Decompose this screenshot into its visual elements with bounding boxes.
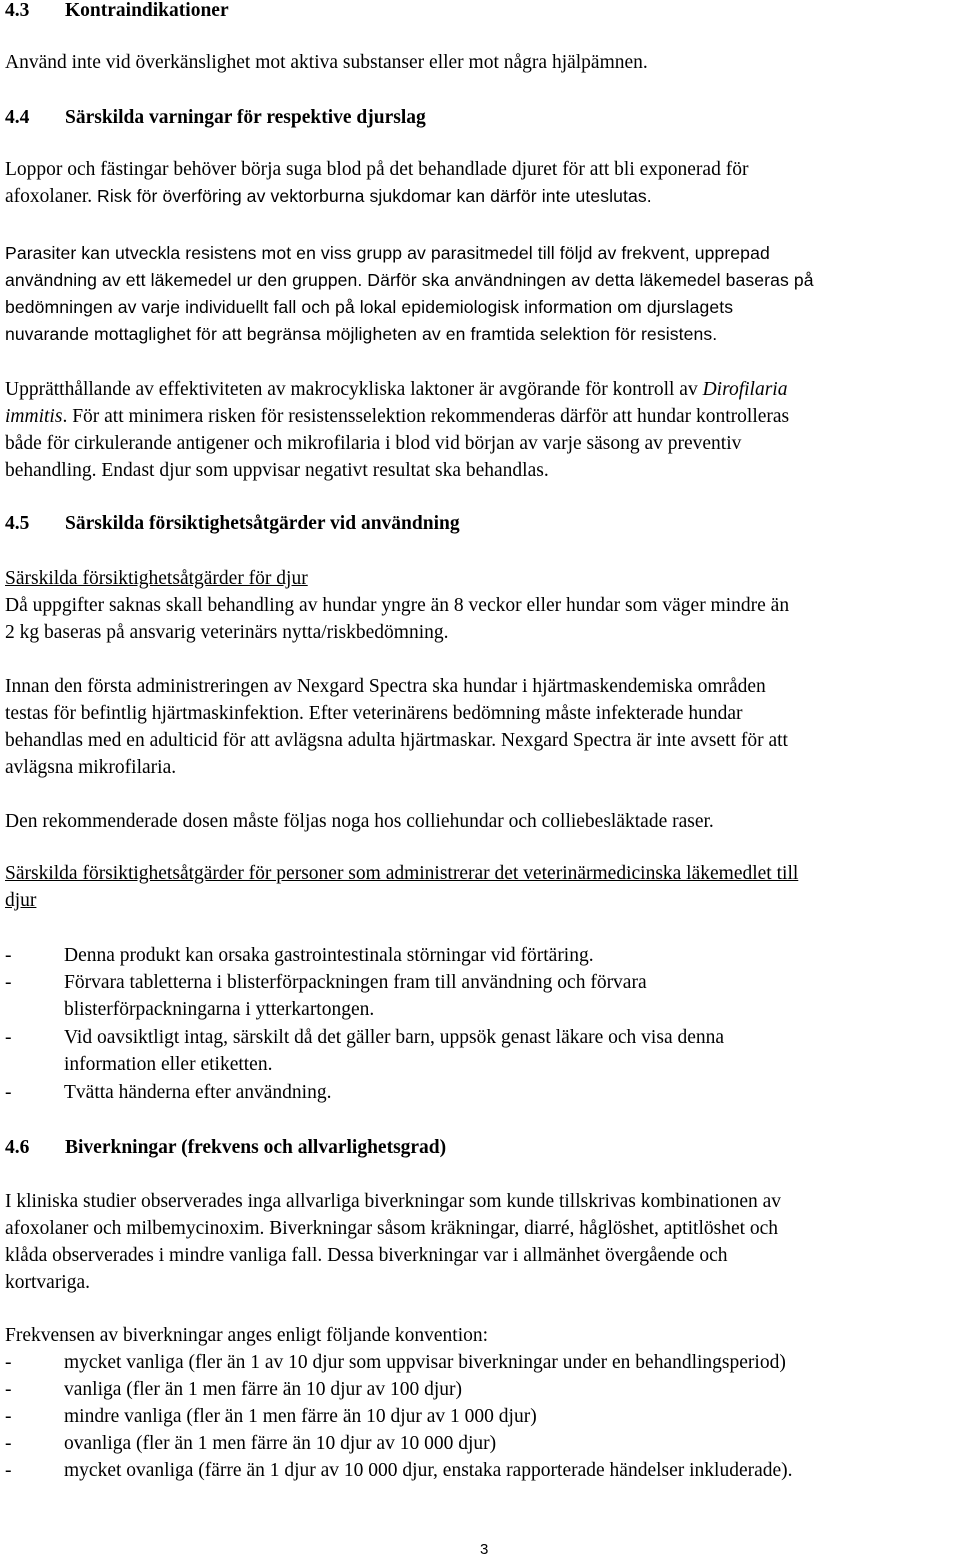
paragraph-line: I kliniska studier observerades inga allvarliga biverkningar som kunde tillskrivas kombinationen av: [5, 1191, 782, 1212]
bullet-dash: -: [5, 1352, 12, 1373]
paragraph-line: både för cirkulerande antigener och mikrofilaria i blod vid början av varje säsong av preventiv: [5, 433, 742, 454]
paragraph-line: klåda observerades i mindre vanliga fall. Dessa biverkningar var i allmänhet övergående och: [5, 1245, 728, 1266]
page-number: 3: [480, 1541, 489, 1558]
list-item-text: ovanliga (fler än 1 men färre än 10 djur av 10 000 djur): [64, 1433, 497, 1454]
list-item-text: Tvätta händerna efter användning.: [64, 1082, 332, 1103]
paragraph-line: Den rekommenderade dosen måste följas noga hos colliehundar och colliebesläktade raser.: [5, 811, 714, 832]
paragraph-line: testas för befintlig hjärtmaskinfektion. Efter veterinärens bedömning måste infekterade hundar: [5, 703, 743, 724]
bullet-dash: -: [5, 945, 12, 966]
text-run: Därför ska användningen av detta läkemedel baseras på: [367, 270, 814, 290]
paragraph-line: Frekvensen av biverkningar anges enligt följande konvention:: [5, 1325, 489, 1346]
paragraph-line: bedömningen av varje individuellt fall och på lokal epidemiologisk information om djurslagets: [5, 297, 734, 317]
list-item-text: Förvara tabletterna i blisterförpackningen fram till användning och förvara: [64, 972, 647, 993]
section-title: Biverkningar (frekvens och allvarlighetsgrad): [65, 1137, 447, 1158]
bullet-dash: -: [5, 1433, 12, 1454]
list-item-text: information eller etiketten.: [64, 1054, 273, 1075]
section-number: 4.4: [5, 107, 30, 128]
paragraph-line: Då uppgifter saknas skall behandling av hundar yngre än 8 veckor eller hundar som väger mindre än: [5, 595, 790, 616]
paragraph-line: avlägsna mikrofilaria.: [5, 757, 177, 778]
bullet-dash: -: [5, 1406, 12, 1427]
paragraph-line: [5, 403, 789, 430]
bullet-dash: -: [5, 1379, 12, 1400]
paragraph-line: Parasiter kan utveckla resistens mot en viss grupp av parasitmedel till följd av frekvent, upprepad: [5, 243, 770, 263]
paragraph-line: 2 kg baseras på ansvarig veterinärs nytta/riskbedömning.: [5, 622, 449, 643]
text-run: afoxolaner.: [5, 186, 93, 207]
list-item-text: Vid oavsiktligt intag, särskilt då det gäller barn, uppsök genast läkare och visa denna: [64, 1027, 725, 1048]
section-heading-4-4: [5, 104, 426, 131]
paragraph-line: [5, 267, 814, 294]
subheading: Särskilda försiktighetsåtgärder för djur: [5, 568, 308, 589]
subheading: Särskilda försiktighetsåtgärder för personer som administrerar det veterinärmedicinska läkemedlet till: [5, 863, 799, 884]
list-item-text: blisterförpackningarna i ytterkartongen.: [64, 999, 375, 1020]
paragraph-line: [5, 376, 787, 403]
text-run: Upprätthållande av effektiviteten av makrocykliska laktoner är avgörande för kontroll av: [5, 379, 703, 400]
list-item-text: mycket ovanliga (färre än 1 djur av 10 000 djur, enstaka rapporterade händelser inkluderade).: [64, 1460, 793, 1481]
list-item-text: vanliga (fler än 1 men färre än 10 djur av 100 djur): [64, 1379, 462, 1400]
text-run: . För att minimera risken för resistensselektion rekommenderas därför att hundar kontrolleras: [62, 406, 790, 427]
paragraph-line: Använd inte vid överkänslighet mot aktiva substanser eller mot några hjälpämnen.: [5, 52, 648, 73]
paragraph-line: afoxolaner och milbemycinoxim. Biverkningar såsom kräkningar, diarré, håglöshet, aptitlöshet och: [5, 1218, 779, 1239]
paragraph-line: kortvariga.: [5, 1272, 91, 1293]
section-heading-4-5: [5, 510, 460, 537]
paragraph-line: Loppor och fästingar behöver börja suga blod på det behandlade djuret för att bli exponerad för: [5, 159, 749, 180]
bullet-dash: -: [5, 1460, 12, 1481]
paragraph-line: nuvarande mottaglighet för att begränsa möjligheten av en framtida selektion för resistens.: [5, 324, 718, 344]
bullet-dash: -: [5, 1082, 12, 1103]
section-heading-4-6: [5, 1134, 446, 1161]
paragraph-line: [5, 183, 652, 210]
list-item-text: mindre vanliga (fler än 1 men färre än 10 djur av 1 000 djur): [64, 1406, 537, 1427]
section-number: 4.6: [5, 1137, 30, 1158]
list-item-text: mycket vanliga (fler än 1 av 10 djur som uppvisar biverkningar under en behandlingsperiod): [64, 1352, 786, 1373]
section-number: 4.5: [5, 513, 30, 534]
text-run: användning av ett läkemedel ur den gruppen.: [5, 270, 363, 290]
section-title: Särskilda varningar för respektive djurslag: [65, 107, 426, 128]
species-name: immitis: [5, 406, 63, 427]
section-number: 4.3: [5, 0, 30, 21]
list-item-text: Denna produkt kan orsaka gastrointestinala störningar vid förtäring.: [64, 945, 594, 966]
text-run: Risk för överföring av vektorburna sjukdomar kan därför inte uteslutas.: [97, 186, 652, 206]
section-title: Kontraindikationer: [65, 0, 229, 21]
paragraph-line: behandlas med en adulticid för att avlägsna adulta hjärtmaskar. Nexgard Spectra är inte avsett för att: [5, 730, 788, 751]
subheading: djur: [5, 890, 37, 911]
bullet-dash: -: [5, 1027, 12, 1048]
paragraph-line: behandling. Endast djur som uppvisar negativt resultat ska behandlas.: [5, 460, 549, 481]
paragraph-line: Innan den första administreringen av Nexgard Spectra ska hundar i hjärtmaskendemiska områden: [5, 676, 766, 697]
section-heading-4-3: [5, 0, 229, 24]
bullet-dash: -: [5, 972, 12, 993]
species-name: Dirofilaria: [702, 379, 788, 400]
section-title: Särskilda försiktighetsåtgärder vid användning: [65, 513, 460, 534]
